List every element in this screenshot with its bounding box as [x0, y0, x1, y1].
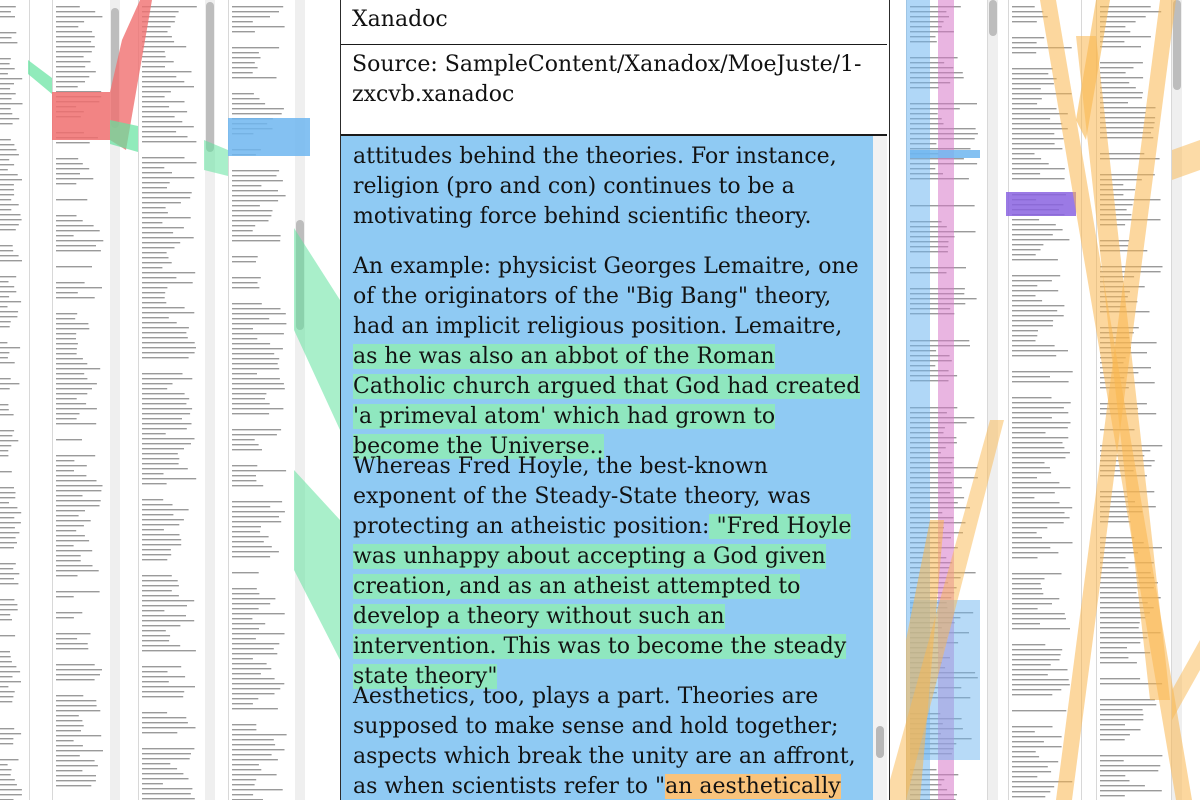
- body-paragraph-2: [353, 252, 868, 462]
- link-beam-green: [294, 228, 340, 430]
- document-header: [341, 0, 887, 136]
- document-title: Xanadoc: [352, 7, 448, 32]
- link-beam-purple: [1006, 192, 1076, 216]
- body-paragraph-4: [353, 682, 868, 800]
- link-beam-green: [204, 140, 228, 176]
- body-paragraph-1: attitudes behind the theories. For instance, religion (pro and con) continues to be a motivating force behind scientific theory.: [353, 144, 837, 229]
- link-beam-green: [110, 120, 138, 152]
- header-divider: [341, 44, 887, 45]
- link-beam-red: [52, 92, 110, 140]
- link-beam-green: [28, 60, 52, 94]
- scroll-thumb[interactable]: [876, 726, 884, 758]
- transclusion-highlight-green[interactable]: "Fred Hoyle was unhappy about accepting a God given creation, and as an atheist attempted to develop a theory without such an intervention. This was to become the steady state theory": [353, 514, 852, 689]
- link-beam-green: [294, 470, 340, 660]
- link-beam-blue: [910, 150, 980, 158]
- paragraph-text: Aesthetics, too, plays a part. Theories are supposed to make sense and hold together; aspects which break the unity are an affront, as when scientists refer to ": [353, 684, 856, 799]
- paragraph-text: Whereas Fred Hoyle, the best-known exponent of the Steady-State theory, was protecting an atheistic position:: [353, 454, 811, 539]
- transclusion-highlight-green[interactable]: as he was also an abbot of the Roman Catholic church argued that God had created 'a primeval atom' which had grown to become the Universe..: [353, 344, 861, 459]
- body-paragraph-3: [353, 452, 868, 692]
- document-body[interactable]: [341, 134, 873, 800]
- link-beam-blue: [228, 118, 310, 156]
- link-beam-orange: [1172, 640, 1200, 720]
- document-source-path: Source: SampleContent/Xanadox/MoeJuste/1-zxcvb.xanadoc: [352, 52, 862, 107]
- transclusion-highlight-orange[interactable]: an aesthetically: [665, 774, 841, 799]
- paragraph-text: An example: physicist Georges Lemaitre, one of the originators of the "Big Bang" theory, had an implicit religious position. Lemaitre,: [353, 254, 859, 339]
- document-scrollbar[interactable]: [873, 134, 887, 800]
- link-beam-orange: [1172, 140, 1200, 180]
- focus-document-panel[interactable]: [340, 0, 890, 800]
